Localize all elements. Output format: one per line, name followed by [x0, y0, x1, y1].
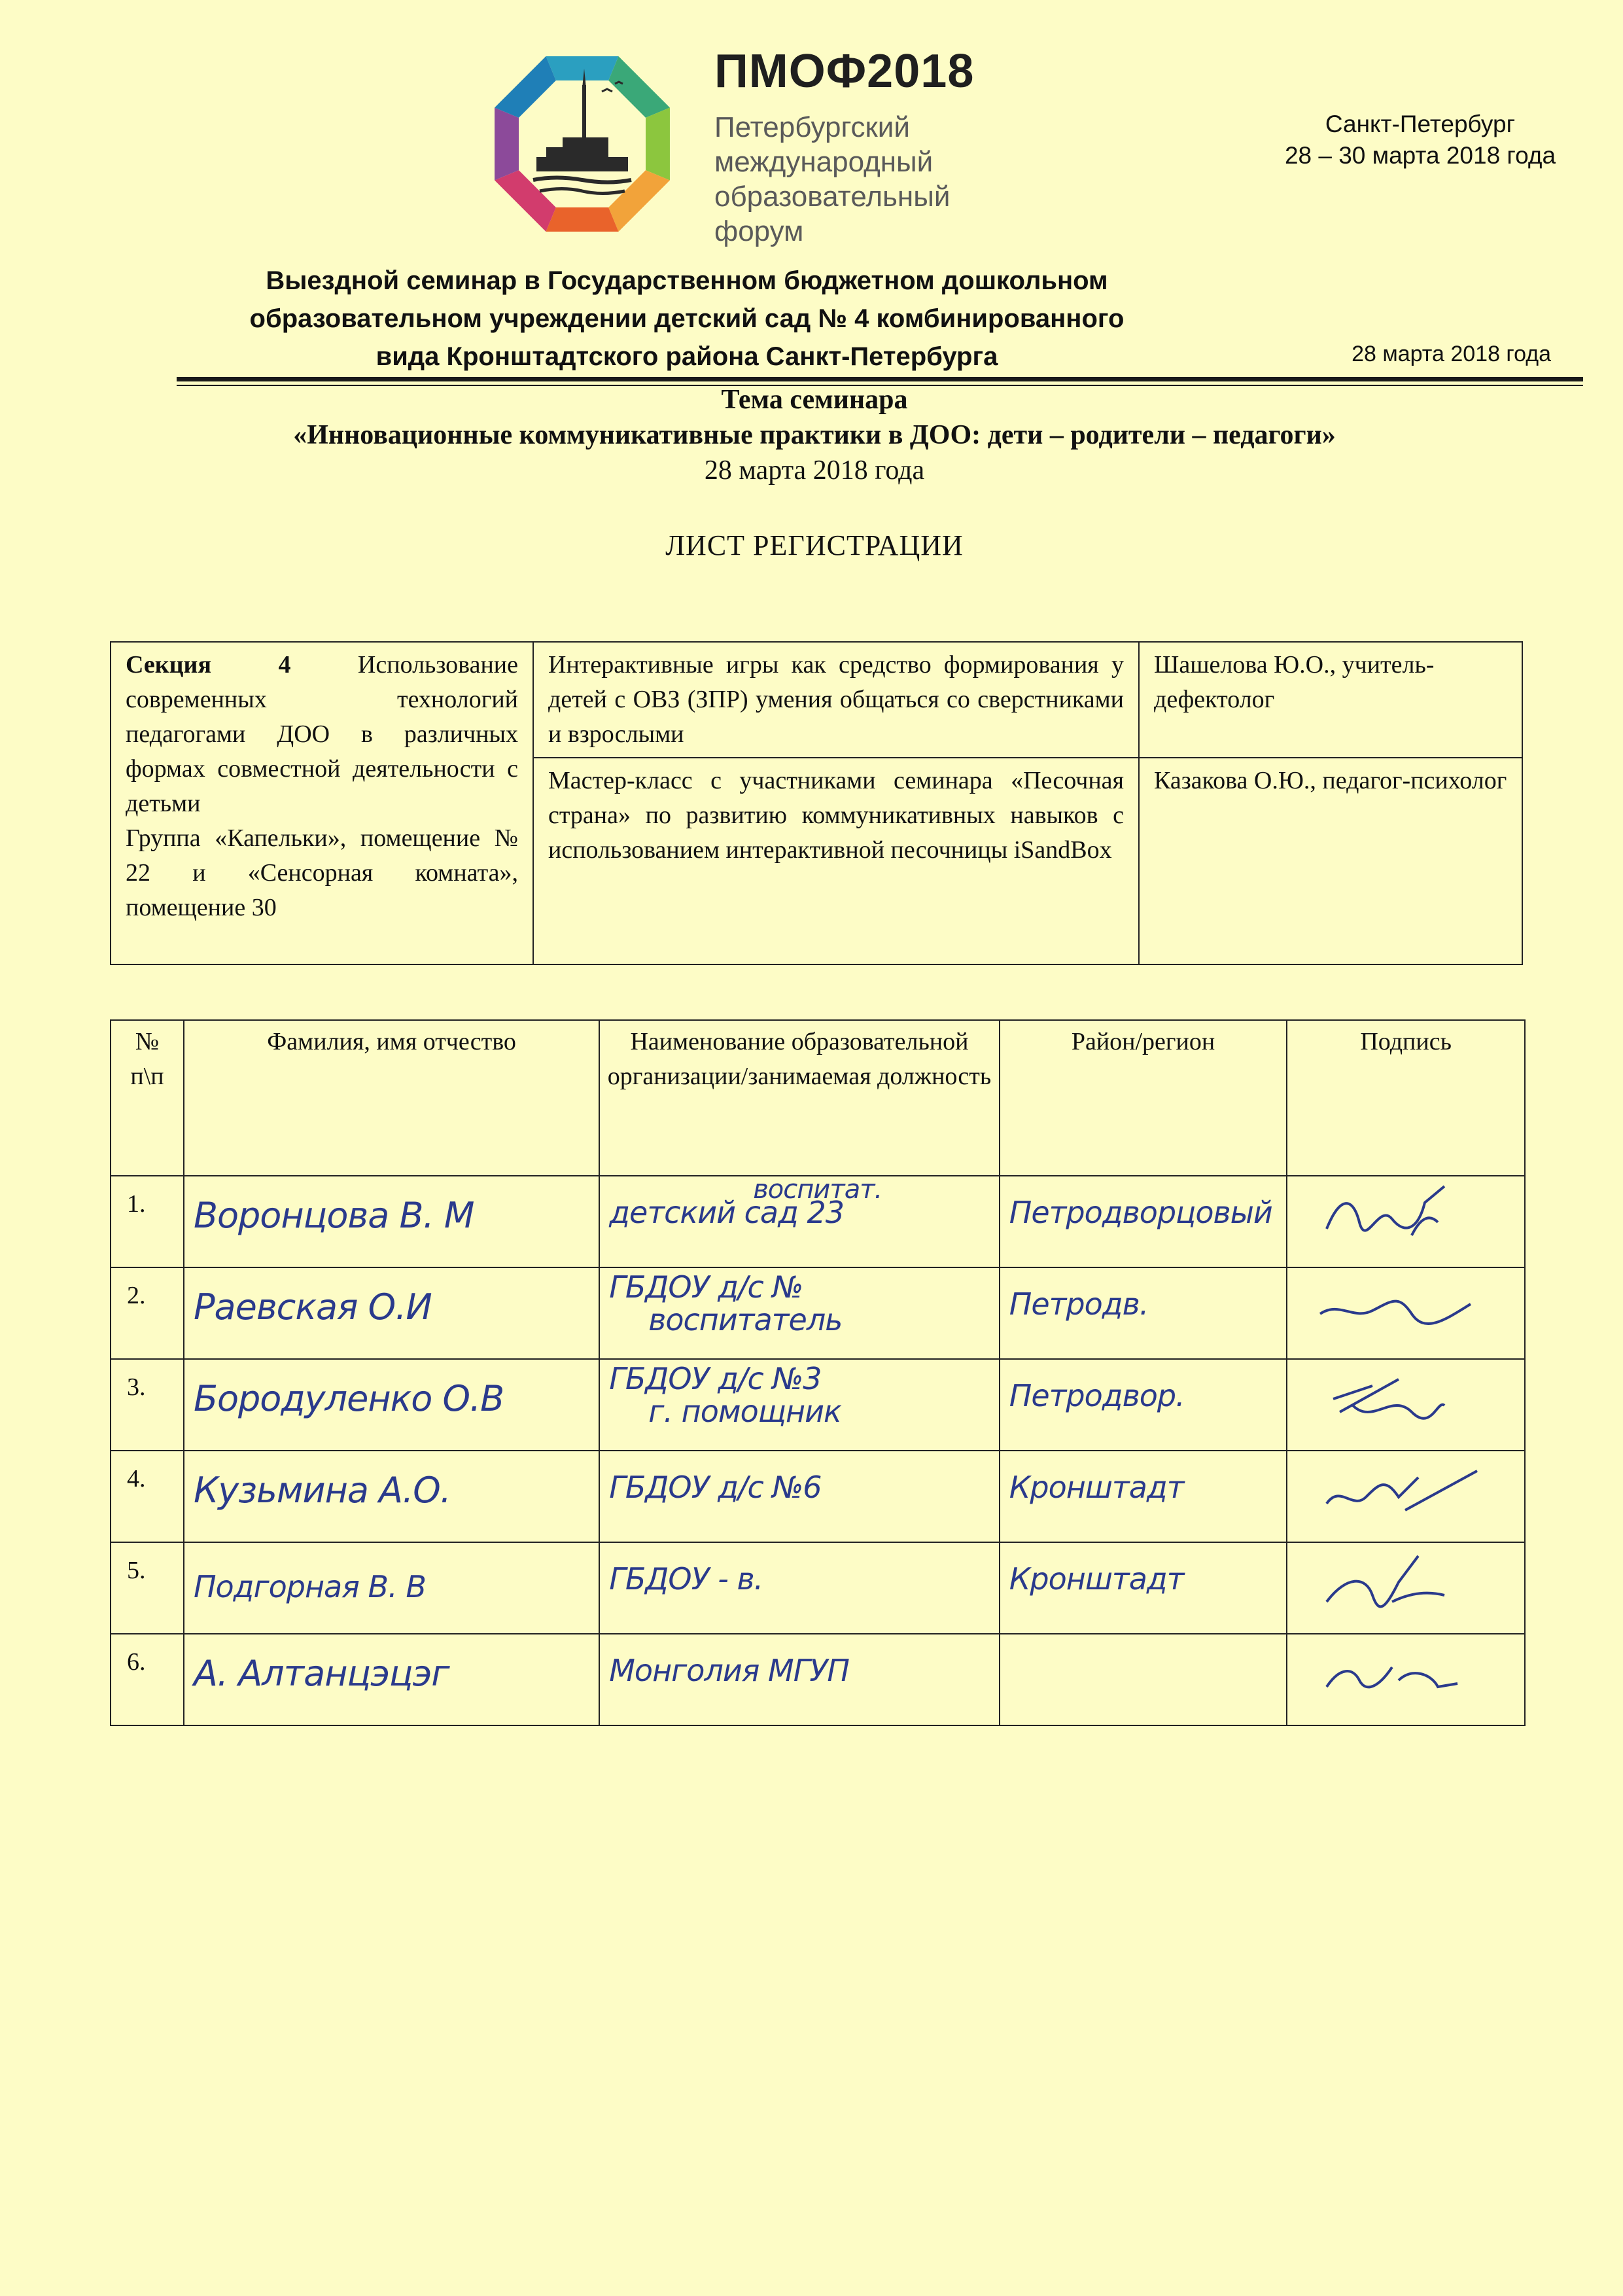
- table-header-row: [111, 1020, 1525, 1176]
- region-cell: [1000, 1359, 1287, 1451]
- handwritten-org-text: детский сад 23: [609, 1195, 845, 1230]
- handwritten-region: Кронштадт: [1009, 1561, 1184, 1597]
- signature-icon: [1314, 1275, 1484, 1340]
- event-title: Мастер-класс с участниками семинара «Песочная страна» по развитию коммуникативных навыков с использованием интерактивной песочницы iSandBox: [533, 758, 1139, 964]
- table-row: [111, 1176, 1525, 1267]
- event-presenter: Казакова О.Ю., педагог-психолог: [1139, 758, 1522, 964]
- signature-cell: [1287, 1359, 1525, 1451]
- signature-cell: [1287, 1451, 1525, 1542]
- handwritten-name: Кузьмина А.О.: [193, 1470, 451, 1511]
- signature-icon: [1314, 1366, 1471, 1432]
- name-cell: [184, 1176, 599, 1267]
- row-number: 2.: [111, 1267, 184, 1359]
- topic-title: «Инновационные коммуникативные практики в ДОО: дети – родители – педагоги»: [293, 420, 1336, 450]
- row-number: 5.: [111, 1542, 184, 1634]
- row-number: 6.: [111, 1634, 184, 1725]
- seminar-line: Выездной семинар в Государственном бюджетном дошкольном: [266, 266, 1108, 295]
- city-name: Санкт-Петербург: [1325, 111, 1516, 137]
- row-number: 3.: [111, 1359, 184, 1451]
- logo-segment: [546, 207, 619, 232]
- row-number: 4.: [111, 1451, 184, 1542]
- section-table: [110, 641, 1523, 965]
- section-cell: [111, 642, 533, 964]
- brand-line: Петербургский: [714, 111, 910, 143]
- section-location: Группа «Капельки», помещение № 22 и «Сенсорная комната», помещение 30: [126, 824, 518, 921]
- org-cell: [599, 1176, 1000, 1267]
- handwritten-org: ГБДОУ - в.: [609, 1561, 763, 1597]
- signature-cell: [1287, 1542, 1525, 1634]
- name-cell: [184, 1359, 599, 1451]
- org-cell: [599, 1359, 1000, 1451]
- col-header-name: Фамилия, имя отчество: [184, 1020, 599, 1176]
- name-cell: [184, 1267, 599, 1359]
- name-cell: [184, 1542, 599, 1634]
- brand-line: форум: [714, 215, 804, 247]
- col-header-org: Наименование образовательной организации/занимаемая должность: [599, 1020, 1000, 1176]
- name-cell: [184, 1634, 599, 1725]
- handwritten-name: А. Алтанцэцэг: [193, 1653, 449, 1694]
- table-row: [111, 1542, 1525, 1634]
- signature-cell: [1287, 1176, 1525, 1267]
- handwritten-org-position: г. помощник: [648, 1394, 841, 1429]
- handwritten-region: Петродворцовый: [1009, 1195, 1272, 1230]
- forum-location: [1263, 109, 1577, 171]
- forum-dates: 28 – 30 марта 2018 года: [1284, 142, 1556, 169]
- table-row: [111, 1267, 1525, 1359]
- brand-title: ПМОФ2018: [714, 45, 975, 97]
- signature-cell: [1287, 1634, 1525, 1725]
- col-header-signature: Подпись: [1287, 1020, 1525, 1176]
- logo-segment: [646, 108, 670, 181]
- region-cell: [1000, 1634, 1287, 1725]
- seminar-line: образовательном учреждении детский сад № 4 комбинированного: [249, 304, 1125, 333]
- registration-table: [110, 1019, 1526, 1726]
- topic-label: Тема семинара: [721, 385, 908, 415]
- handwritten-name: Подгорная В. В: [193, 1569, 426, 1604]
- handwritten-name: Бородуленко О.В: [193, 1378, 504, 1419]
- registration-title: ЛИСТ РЕГИСТРАЦИИ: [665, 529, 964, 561]
- region-cell: [1000, 1267, 1287, 1359]
- org-cell: [599, 1451, 1000, 1542]
- logo-segment: [546, 56, 619, 80]
- name-cell: [184, 1451, 599, 1542]
- handwritten-org: Монголия МГУП: [609, 1653, 849, 1688]
- row-number: 1.: [111, 1176, 184, 1267]
- brand-line: международный: [714, 146, 934, 178]
- logo-segment: [495, 56, 556, 118]
- handwritten-org: ГБДОУ д/с №6: [609, 1470, 822, 1505]
- handwritten-region: Петродв.: [1009, 1286, 1149, 1322]
- section-number: Секция 4: [126, 651, 291, 679]
- signature-cell: [1287, 1267, 1525, 1359]
- signature-icon: [1314, 1641, 1471, 1706]
- col-header-num: № п\п: [111, 1020, 184, 1176]
- handwritten-org: [609, 1174, 882, 1230]
- handwritten-org-position: воспитатель: [648, 1302, 843, 1337]
- handwritten-org-text: ГБДОУ д/с №3: [609, 1361, 822, 1396]
- seminar-line: вида Кронштадтского района Санкт-Петербурга: [375, 342, 998, 371]
- org-cell: [599, 1634, 1000, 1725]
- handwritten-name: Воронцова В. М: [193, 1195, 474, 1236]
- event-title: Интерактивные игры как средство формирования у детей с ОВЗ (ЗПР) умения общаться со сверстниками и взрослыми: [533, 642, 1139, 758]
- brand-subtitle: [714, 110, 950, 249]
- logo-segment: [495, 108, 519, 181]
- col-header-region: Район/регион: [1000, 1020, 1287, 1176]
- forum-logo-icon: [484, 46, 680, 242]
- signature-icon: [1314, 1549, 1471, 1615]
- header-divider: [177, 377, 1583, 381]
- handwritten-name: Раевская О.И: [193, 1286, 432, 1328]
- region-cell: [1000, 1542, 1287, 1634]
- table-row: [111, 1451, 1525, 1542]
- handwritten-region: Петродвор.: [1009, 1378, 1185, 1413]
- brand-line: образовательный: [714, 181, 951, 213]
- logo-segment: [608, 56, 670, 118]
- org-cell: [599, 1542, 1000, 1634]
- handwritten-org-note: воспитат.: [753, 1174, 882, 1205]
- event-presenter: Шашелова Ю.О., учитель-дефектолог: [1139, 642, 1522, 758]
- handwritten-org-text: ГБДОУ д/с №: [609, 1269, 803, 1305]
- table-row: [111, 1359, 1525, 1451]
- seminar-topic: [98, 382, 1531, 488]
- region-cell: [1000, 1451, 1287, 1542]
- seminar-heading: [164, 262, 1210, 376]
- topic-date: 28 марта 2018 года: [704, 455, 925, 486]
- logo-segment: [608, 170, 670, 232]
- table-row: [111, 642, 1522, 758]
- seminar-date: 28 марта 2018 года: [1352, 342, 1551, 366]
- signature-icon: [1314, 1183, 1471, 1248]
- section-description: Использование современных технологий педагогами ДОО в различных формах совместной деятельности с детьми: [126, 651, 518, 817]
- region-cell: [1000, 1176, 1287, 1267]
- handwritten-org: [609, 1362, 841, 1428]
- signature-icon: [1314, 1458, 1484, 1523]
- table-row: [111, 1634, 1525, 1725]
- handwritten-org: [609, 1271, 842, 1336]
- handwritten-region: Кронштадт: [1009, 1470, 1184, 1505]
- org-cell: [599, 1267, 1000, 1359]
